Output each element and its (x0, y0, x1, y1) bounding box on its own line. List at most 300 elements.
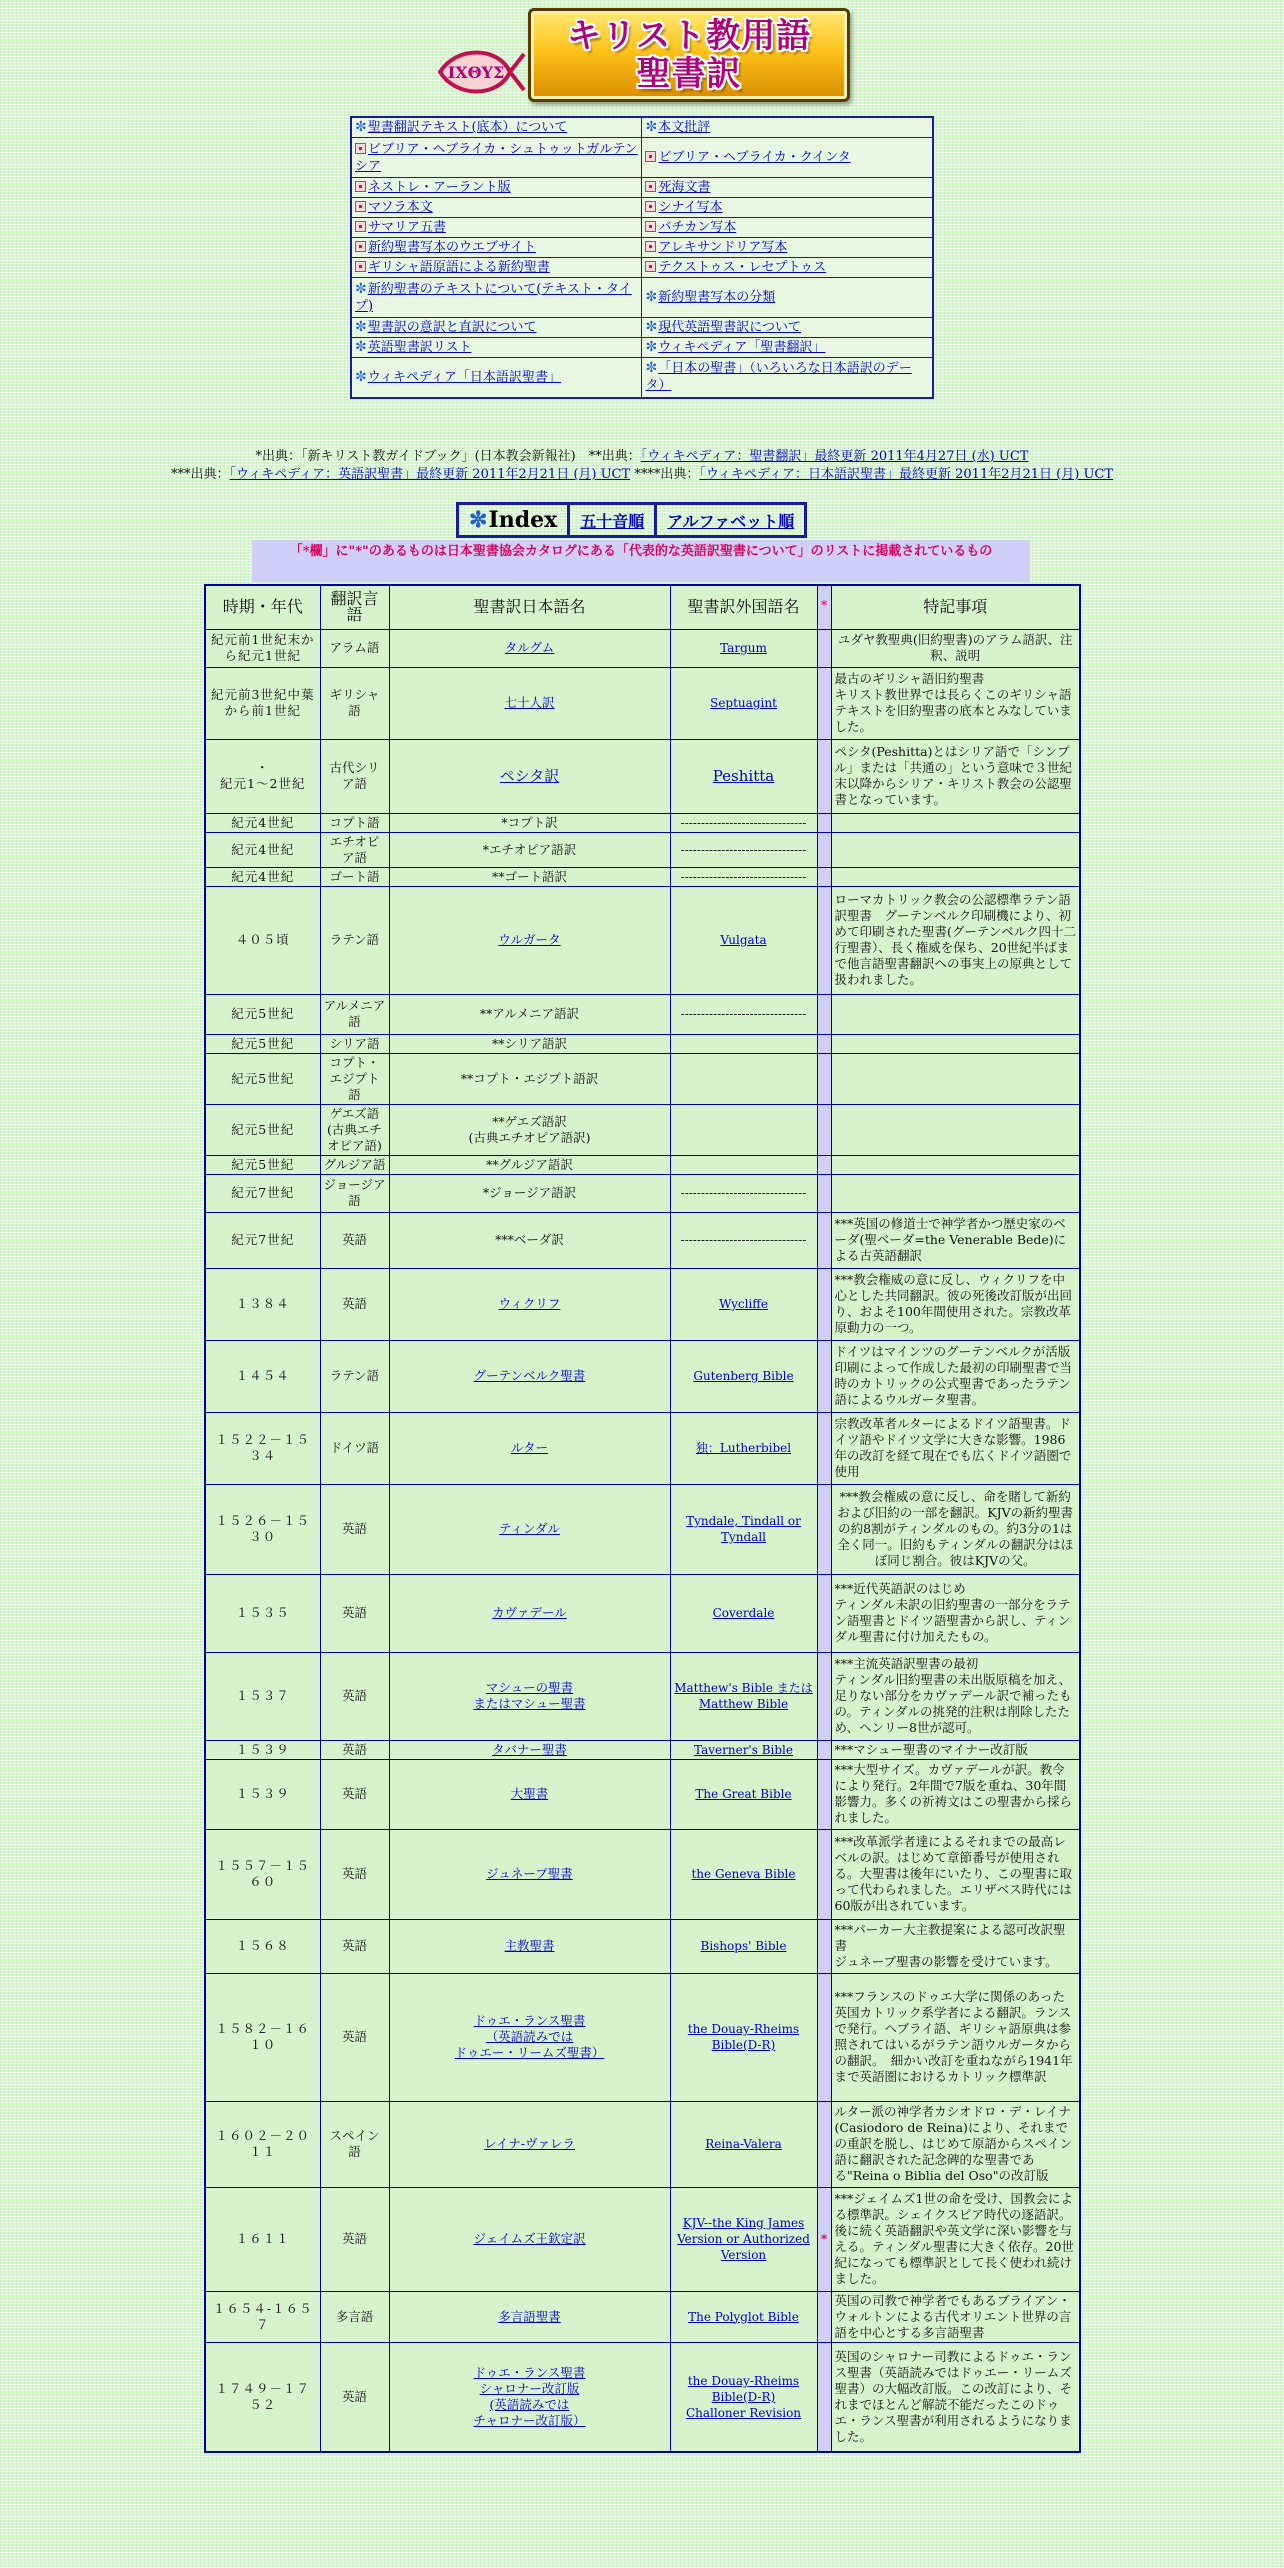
period-cell: ・ 紀元1～2世紀 (205, 739, 320, 813)
notes-cell: ***パーカー大主教提案による認可改訳聖書 ジュネーブ聖書の影響を受けています。 (831, 1919, 1080, 1973)
flower-icon: ✼ (355, 280, 367, 297)
foreign-name-cell (670, 1340, 817, 1412)
foreign-name-link[interactable]: Coverdale (712, 1606, 775, 1620)
catalog-mark-cell (817, 1740, 831, 1759)
flower-icon: ✼ (645, 289, 658, 305)
notes-cell (831, 1053, 1080, 1104)
japanese-name-link[interactable]: ジュネーブ聖書 (486, 1866, 573, 1881)
period-cell: 紀元4世紀 (205, 867, 320, 886)
foreign-name-link[interactable]: Septuagint (710, 696, 777, 710)
language-cell: アラム語 (320, 629, 389, 667)
japanese-name-cell (389, 2101, 670, 2187)
broken-image-icon (645, 241, 656, 252)
flower-icon: ✼ (645, 119, 658, 135)
header-japanese-name: 聖書訳日本語名 (389, 585, 670, 629)
language-cell: エチオピア語 (320, 832, 389, 867)
catalog-mark-cell (817, 1973, 831, 2101)
links-cell (642, 338, 933, 358)
language-cell: 英語 (320, 2342, 389, 2452)
catalog-mark-cell (817, 994, 831, 1034)
notes-cell: ***教会権威の意に反し、命を賭して新約および旧約の一部を翻訳。KJVの新約聖書の約8割がティンダルのもの。約3分の1は全く同一。旧約もティンダルの翻訳分はほぼ同じ割合。彼はKJVの父。 (831, 1484, 1080, 1574)
links-cell (642, 138, 933, 178)
table-row (205, 739, 1080, 813)
links-row (351, 138, 933, 178)
foreign-name-cell (670, 667, 817, 739)
period-cell: 紀元4世紀 (205, 813, 320, 832)
period-cell: １５２６－１５３０ (205, 1484, 320, 1574)
table-row (205, 1574, 1080, 1652)
table-row (205, 2342, 1080, 2452)
header-notes: 特記事項 (831, 585, 1080, 629)
japanese-name-link[interactable]: ペシタ訳 (499, 766, 560, 785)
foreign-name-cell (670, 1973, 817, 2101)
broken-image-icon (645, 201, 656, 212)
foreign-name-cell (670, 1155, 817, 1174)
foreign-name-cell (670, 1174, 817, 1212)
foreign-name-link[interactable]: Taverner's Bible (694, 1742, 793, 1757)
japanese-name-cell (389, 1759, 670, 1829)
related-link[interactable]: 本文批評 (658, 120, 711, 135)
bible-translation-table (204, 584, 1081, 2453)
foreign-name-cell (670, 1652, 817, 1740)
foreign-name-link[interactable]: the Douay-Rheims Bible(D-R) (687, 2022, 800, 2052)
nav-gojuon-cell (569, 504, 656, 537)
japanese-name-link[interactable]: グーテンベルク聖書 (473, 1368, 586, 1383)
header-period: 時期・年代 (205, 585, 320, 629)
foreign-name-cell (670, 2342, 817, 2452)
japanese-name-link[interactable]: ドゥエ・ランス聖書 シャロナー改訂版 (英語読みでは チャロナー改訂版） (473, 2364, 586, 2428)
table-row (205, 667, 1080, 739)
japanese-name-link[interactable]: タバナー聖書 (492, 1741, 567, 1757)
japanese-name-text: **グルジア語訳 (486, 1156, 573, 1172)
japanese-name-cell (389, 629, 670, 667)
notes-cell: 英国の司教で神学者でもあるブライアン・ウォルトンによる古代オリエント世界の言語を中心とする多言語聖書 (831, 2291, 1080, 2342)
related-link[interactable]: シナイ写本 (658, 200, 723, 215)
notes-cell: ***近代英語訳のはじめ ティンダル未訳の旧約聖書の一部分をラテン語聖書とドイツ語聖書から訳し、ティンダル聖書に付け加えたもの。 (831, 1574, 1080, 1652)
table-row (205, 1759, 1080, 1829)
foreign-name-link[interactable]: Bishops' Bible (700, 1939, 787, 1953)
nav-index-text: Index (488, 507, 558, 533)
language-cell: 英語 (320, 1973, 389, 2101)
japanese-name-link[interactable]: 主教聖書 (504, 1938, 555, 1953)
japanese-name-text: **アルメニア語訳 (479, 1006, 580, 1021)
japanese-name-link[interactable]: ジェイムズ王欽定訳 (473, 2231, 586, 2246)
foreign-name-link[interactable]: Targum (720, 641, 767, 655)
foreign-name-cell (670, 813, 817, 832)
foreign-name-text: ------------------------------- (680, 815, 807, 830)
foreign-name-cell (670, 1740, 817, 1759)
foreign-name-link[interactable]: the Geneva Bible (691, 1867, 796, 1881)
japanese-name-cell (389, 1652, 670, 1740)
japanese-name-cell (389, 1174, 670, 1212)
links-cell (642, 318, 933, 338)
foreign-name-link[interactable]: Wycliffe (719, 1297, 768, 1311)
period-cell: 紀元5世紀 (205, 1034, 320, 1053)
links-cell (351, 198, 642, 218)
japanese-name-cell (389, 994, 670, 1034)
notes-cell: ローマカトリック教会の公認標準ラテン語訳聖書 グーテンベルク印刷機により、初めて印刷された聖書(グーテンベルク四十二行聖書）、長く権威を保ち、20世紀半ばまで他言語聖書翻訳への事実上の原典として扱われました。 (831, 886, 1080, 994)
notes-cell: ***教会権威の意に反し、ウィクリフを中心とした共同翻訳。彼の死後改訂版が出回り、およそ100年間使用された。宗教改革原動力の一つ。 (831, 1268, 1080, 1340)
links-cell (642, 198, 933, 218)
links-row (351, 358, 933, 398)
catalog-mark-cell (817, 1174, 831, 1212)
related-link[interactable]: 英語聖書訳リスト (367, 340, 472, 355)
japanese-name-cell (389, 1104, 670, 1155)
related-link[interactable]: 聖書翻訳テキスト(底本）について (367, 120, 568, 135)
ichthys-text: ΙΧΘΥΣ (447, 63, 505, 82)
japanese-name-cell (389, 1034, 670, 1053)
related-link[interactable]: サマリア五書 (368, 220, 447, 235)
foreign-name-cell (670, 739, 817, 813)
broken-image-icon (355, 261, 366, 272)
period-cell: １５５７－１５６０ (205, 1829, 320, 1919)
catalog-mark-cell (817, 1652, 831, 1740)
table-row (205, 1484, 1080, 1574)
language-cell: 英語 (320, 1740, 389, 1759)
related-link[interactable]: テクストゥス・レセプトゥス (658, 260, 827, 275)
japanese-name-cell (389, 2187, 670, 2291)
language-cell: アルメニア語 (320, 994, 389, 1034)
language-cell: スペイン語 (320, 2101, 389, 2187)
foreign-name-link[interactable]: Tyndale, Tindall or Tyndall (686, 1514, 801, 1544)
japanese-name-text: **シリア語訳 (491, 1035, 567, 1051)
catalog-mark-cell (817, 2101, 831, 2187)
japanese-name-cell (389, 867, 670, 886)
japanese-name-cell (389, 1053, 670, 1104)
japanese-name-link[interactable]: ドゥエ・ランス聖書 （英語読みでは ドゥエー・リームズ聖書） (454, 2013, 605, 2060)
japanese-name-cell (389, 2291, 670, 2342)
links-cell (351, 117, 642, 138)
notes-cell: ペシタ(Peshitta)とはシリア語で「シンプル」または「共通の」という意味で３世紀末以降からシリア・キリスト教会の公認聖書となっています。 (831, 739, 1080, 813)
banner-line-2: 聖書訳 (636, 54, 742, 94)
japanese-name-link[interactable]: タルグム (504, 640, 555, 655)
links-row (351, 218, 933, 238)
links-cell (642, 258, 933, 278)
foreign-name-link[interactable]: the Douay-Rheims Bible(D-R) Challoner Revision (685, 2373, 802, 2420)
foreign-name-link[interactable]: KJV--the King James Version or Authorized Version (677, 2216, 810, 2262)
table-row (205, 832, 1080, 867)
broken-image-icon (355, 181, 366, 192)
foreign-name-text: ------------------------------- (680, 869, 807, 884)
source-line-2 (0, 466, 1284, 484)
japanese-name-link[interactable]: カヴァデール (492, 1605, 567, 1620)
period-cell: 紀元5世紀 (205, 1104, 320, 1155)
japanese-name-text: *コプト訳 (501, 814, 558, 830)
japanese-name-cell (389, 1212, 670, 1268)
notes-cell (831, 1174, 1080, 1212)
table-row (205, 629, 1080, 667)
catalog-mark-cell (817, 667, 831, 739)
related-link[interactable]: 新約聖書写本の分類 (658, 290, 776, 305)
related-link[interactable]: 新約聖書のテキストについて(テキスト・タイプ) (355, 281, 632, 314)
notes-cell: ***改革派学者達によるそれまでの最高レベルの訳。はじめて章節番号が使用される。大聖書は後年にいたり、この聖書に取って代わられました。エリザベス時代には60版が出されています。 (831, 1829, 1080, 1919)
catalog-mark-cell (817, 1919, 831, 1973)
nav-alphabet-link[interactable]: アルファベット順 (667, 511, 795, 531)
table-row (205, 1340, 1080, 1412)
notes-cell (831, 867, 1080, 886)
japanese-name-cell (389, 813, 670, 832)
period-cell: １４５４ (205, 1340, 320, 1412)
links-cell (642, 238, 933, 258)
catalog-mark-cell (817, 1574, 831, 1652)
source-prefix: ****出典： (630, 467, 700, 482)
period-cell: 紀元4世紀 (205, 832, 320, 867)
foreign-name-cell (670, 1268, 817, 1340)
notes-cell (831, 813, 1080, 832)
table-row (205, 1973, 1080, 2101)
source-wikipedia-japanese-bible-link[interactable]: 「ウィキペディア：日本語訳聖書」最終更新 2011年2月21日 (月) UCT (699, 467, 1114, 482)
table-row (205, 1104, 1080, 1155)
links-cell (351, 278, 642, 318)
foreign-name-cell (670, 2187, 817, 2291)
links-row (351, 198, 933, 218)
japanese-name-cell (389, 1155, 670, 1174)
flower-icon: ✼ (355, 368, 367, 385)
language-cell: 英語 (320, 1212, 389, 1268)
foreign-name-link[interactable]: The Polyglot Bible (688, 2309, 799, 2324)
period-cell: 紀元5世紀 (205, 1053, 320, 1104)
index-navigation (456, 502, 807, 538)
foreign-name-cell (670, 1829, 817, 1919)
table-row (205, 1212, 1080, 1268)
foreign-name-link[interactable]: Vulgata (720, 933, 767, 947)
catalog-mark-cell (817, 1034, 831, 1053)
notes-cell: 英国のシャロナー司教によるドゥエ・ランス聖書（英語読みではドゥエー・リームズ聖書）の大幅改訂版。この改訂により、それまでほとんど解読不能だったこのドゥエ・ランス聖書が利用されるようになりました。 (831, 2342, 1080, 2452)
japanese-name-cell (389, 1829, 670, 1919)
period-cell: 紀元前1世紀末から紀元1世紀 (205, 629, 320, 667)
related-link[interactable]: 死海文書 (658, 180, 711, 195)
foreign-name-link[interactable]: The Great Bible (695, 1787, 792, 1801)
notes-cell: 最古のギリシャ語旧約聖書 キリスト教世界では長らくこのギリシャ語テキストを旧約聖書の底本とみなしていました。 (831, 667, 1080, 739)
language-cell: 英語 (320, 1268, 389, 1340)
table-row (205, 1652, 1080, 1740)
period-cell: １７４９－１７５２ (205, 2342, 320, 2452)
nav-alphabet-cell (656, 504, 806, 537)
related-link[interactable]: ネストレ・アーラント版 (368, 180, 511, 195)
page-header (0, 0, 1284, 108)
foreign-name-cell (670, 1034, 817, 1053)
table-row (205, 2291, 1080, 2342)
catalog-mark-cell (817, 739, 831, 813)
links-cell (351, 138, 642, 178)
catalog-mark-cell (817, 832, 831, 867)
period-cell: １６０２－２０１１ (205, 2101, 320, 2187)
foreign-name-cell (670, 629, 817, 667)
japanese-name-cell (389, 1484, 670, 1574)
related-link[interactable]: アレキサンドリア写本 (658, 240, 788, 255)
related-link[interactable]: ウィキペディア「聖書翻訳」 (658, 340, 826, 355)
site-title-banner (528, 8, 850, 102)
links-cell (351, 218, 642, 238)
period-cell: 紀元前3世紀中葉から前1世紀 (205, 667, 320, 739)
catalog-mark-cell (817, 1155, 831, 1174)
catalog-mark-cell (817, 1268, 831, 1340)
notes-cell: ***大型サイズ。カヴァデールが訳。教令により発行。2年間で7版を重ね、30年間影響力。多くの祈祷文はこの聖書から採られました。 (831, 1759, 1080, 1829)
japanese-name-cell (389, 1412, 670, 1484)
language-cell: シリア語 (320, 1034, 389, 1053)
japanese-name-link[interactable]: ウルガータ (498, 932, 561, 947)
language-cell: ギリシャ語 (320, 667, 389, 739)
catalog-mark-cell (817, 867, 831, 886)
table-row (205, 1053, 1080, 1104)
catalog-mark-cell (817, 1053, 831, 1104)
foreign-name-cell (670, 2291, 817, 2342)
japanese-name-cell (389, 739, 670, 813)
source-wikipedia-english-bible-link[interactable]: 「ウィキペディア：英語訳聖書」最終更新 2011年2月21日 (月) UCT (229, 467, 631, 482)
flower-icon: ✼ (355, 119, 367, 135)
notes-cell (831, 994, 1080, 1034)
source-wikipedia-bible-translation-link[interactable]: 「ウィキペディア：聖書翻訳」最終更新 2011年4月27日 (水) UCT (640, 449, 1029, 464)
notes-cell: ***主流英語訳聖書の最初 ティンダル旧約聖書の未出版原稿を加え、足りない部分をカヴァデール訳で補ったもの。ティンダルの挑発的注釈は削除したため、ヘンリー8世が認可。 (831, 1652, 1080, 1740)
flower-icon: ✼ (355, 339, 367, 355)
broken-image-icon (645, 181, 656, 192)
related-link[interactable]: 現代英語聖書訳について (658, 320, 801, 335)
links-row (351, 318, 933, 338)
japanese-name-link[interactable]: マシューの聖書 またはマシュー聖書 (473, 1680, 586, 1711)
foreign-name-cell (670, 886, 817, 994)
nav-gojuon-link[interactable]: 五十音順 (580, 511, 645, 531)
links-cell (351, 258, 642, 278)
table-row (205, 2187, 1080, 2291)
japanese-name-text: ***ベーダ訳 (495, 1232, 564, 1247)
links-row (351, 117, 933, 138)
foreign-name-link[interactable]: 独：Lutherbibel (695, 1441, 792, 1455)
foreign-name-text: ------------------------------- (680, 1007, 807, 1021)
japanese-name-cell (389, 1919, 670, 1973)
foreign-name-link[interactable]: Gutenberg Bible (693, 1369, 794, 1383)
foreign-name-cell (670, 1212, 817, 1268)
catalog-mark-cell (817, 2342, 831, 2452)
related-link[interactable]: ギリシャ語原語による新約聖書 (368, 260, 550, 275)
related-link[interactable]: 「日本の聖書」（いろいろな日本語訳のデータ） (645, 361, 912, 394)
table-row (205, 1034, 1080, 1053)
language-cell: コプト語 (320, 813, 389, 832)
table-row (205, 1919, 1080, 1973)
language-cell: ゴート語 (320, 867, 389, 886)
nav-index-cell (458, 504, 569, 537)
language-cell: ゲエズ語(古典エチオピア語) (320, 1104, 389, 1155)
japanese-name-link[interactable]: レイナ-ヴァレラ (484, 2136, 575, 2151)
japanese-name-link[interactable]: ティンダル (498, 1521, 560, 1536)
japanese-name-cell (389, 1268, 670, 1340)
japanese-name-cell (389, 832, 670, 867)
period-cell: １５２２－１５３４ (205, 1412, 320, 1484)
japanese-name-cell (389, 667, 670, 739)
japanese-name-link[interactable]: 大聖書 (510, 1786, 549, 1801)
broken-image-icon (355, 143, 366, 154)
table-row (205, 1174, 1080, 1212)
flower-icon: ✼ (645, 319, 658, 335)
links-cell (351, 338, 642, 358)
notes-cell (831, 1104, 1080, 1155)
related-link[interactable]: 聖書訳の意訳と直訳について (367, 320, 537, 335)
table-row (205, 867, 1080, 886)
foreign-name-text: ------------------------------- (680, 1186, 807, 1200)
language-cell: 英語 (320, 1919, 389, 1973)
period-cell: 紀元7世紀 (205, 1174, 320, 1212)
banner-line-1: キリスト教用語 (566, 16, 812, 56)
foreign-name-link[interactable]: Peshitta (712, 766, 775, 785)
related-link[interactable]: マソラ本文 (368, 200, 433, 215)
related-link[interactable]: 新約聖書写本のウエブサイト (368, 240, 537, 255)
catalog-mark-cell (817, 1484, 831, 1574)
period-cell: 紀元5世紀 (205, 1155, 320, 1174)
related-link[interactable]: バチカン写本 (658, 220, 737, 235)
language-cell: ラテン語 (320, 886, 389, 994)
language-cell: コプト・エジプト語 (320, 1053, 389, 1104)
notes-cell (831, 1034, 1080, 1053)
language-cell: 英語 (320, 1759, 389, 1829)
table-row (205, 1268, 1080, 1340)
japanese-name-cell (389, 1574, 670, 1652)
notes-cell: ***フランスのドゥエ大学に関係のあった英国カトリック系学者による翻訳。ランスで発行。ヘブライ語、ギリシャ語原典は参照されてはいるがラテン語ウルガータからの翻訳。 細かい改訂を重ねながら1941年まで英語圏におけるカトリック標準訳 (831, 1973, 1080, 2101)
table-row (205, 813, 1080, 832)
foreign-name-link[interactable]: Reina-Valera (705, 2137, 782, 2151)
table-row (205, 1412, 1080, 1484)
japanese-name-text: *エチオピア語訳 (482, 841, 577, 857)
catalog-mark-cell (817, 1104, 831, 1155)
japanese-name-text: **ゲエズ語訳 (古典エチオピア語訳) (468, 1113, 591, 1145)
related-link[interactable]: ビブリア・ヘブライカ・クインタ (658, 150, 851, 165)
table-row (205, 1740, 1080, 1759)
catalog-mark-cell (817, 1829, 831, 1919)
notes-cell: ドイツはマインツのグーテンベルクが活版印刷によって作成した最初の印刷聖書で当時のカトリックの公式聖書であったラテン語によるウルガータ聖書。 (831, 1340, 1080, 1412)
foreign-name-cell (670, 1484, 817, 1574)
broken-image-icon (645, 221, 656, 232)
notes-cell (831, 1155, 1080, 1174)
foreign-name-text: ------------------------------- (680, 1233, 807, 1247)
japanese-name-link[interactable]: 七十人訳 (504, 695, 555, 710)
japanese-name-text: **コプト・エジプト語訳 (460, 1070, 599, 1086)
broken-image-icon (645, 261, 656, 272)
broken-image-icon (355, 221, 366, 232)
japanese-name-cell (389, 886, 670, 994)
japanese-name-link[interactable]: 多言語聖書 (498, 2308, 561, 2324)
japanese-name-cell (389, 1340, 670, 1412)
notes-cell: ユダヤ教聖典(旧約聖書)のアラム語訳、注釈、説明 (831, 629, 1080, 667)
language-cell: 英語 (320, 1829, 389, 1919)
links-cell (351, 238, 642, 258)
language-cell: 英語 (320, 1484, 389, 1574)
source-prefix: *出典：「新キリスト教ガイドブック」(日本教会新報社) **出典： (255, 449, 641, 464)
table-row (205, 886, 1080, 994)
links-cell (351, 358, 642, 398)
catalog-mark-cell (817, 813, 831, 832)
language-cell: 英語 (320, 2187, 389, 2291)
period-cell: 紀元7世紀 (205, 1212, 320, 1268)
related-link[interactable]: ウィキペディア「日本語訳聖書」 (367, 369, 561, 385)
foreign-name-cell (670, 1104, 817, 1155)
table-row (205, 1829, 1080, 1919)
table-row (205, 2101, 1080, 2187)
notes-cell: ***ジェイムズ1世の命を受け、国教会による標準訳。シェイクスピア時代の逐語訳。後に続く英語翻訳や英文学に深い影響を与える。ティンダル聖書に大きく依存。20世紀になっても標準訳として長く使われ続けました。 (831, 2187, 1080, 2291)
japanese-name-cell (389, 1740, 670, 1759)
period-cell: １６１１ (205, 2187, 320, 2291)
catalog-mark-cell (817, 629, 831, 667)
table-row (205, 1155, 1080, 1174)
foreign-name-cell (670, 1053, 817, 1104)
foreign-name-cell (670, 832, 817, 867)
foreign-name-link[interactable]: Matthew's Bible または Matthew Bible (674, 1681, 813, 1711)
related-link[interactable]: ビブリア・ヘブライカ・シュトゥットガルテンシア (355, 141, 638, 174)
japanese-name-text: *ジョージア語訳 (482, 1185, 577, 1200)
foreign-name-cell (670, 2101, 817, 2187)
japanese-name-link[interactable]: ルター (510, 1440, 548, 1455)
japanese-name-text: **ゴート語訳 (491, 868, 567, 884)
source-prefix: ***出典： (170, 467, 230, 482)
japanese-name-link[interactable]: ウィクリフ (498, 1296, 561, 1311)
links-row (351, 278, 933, 318)
